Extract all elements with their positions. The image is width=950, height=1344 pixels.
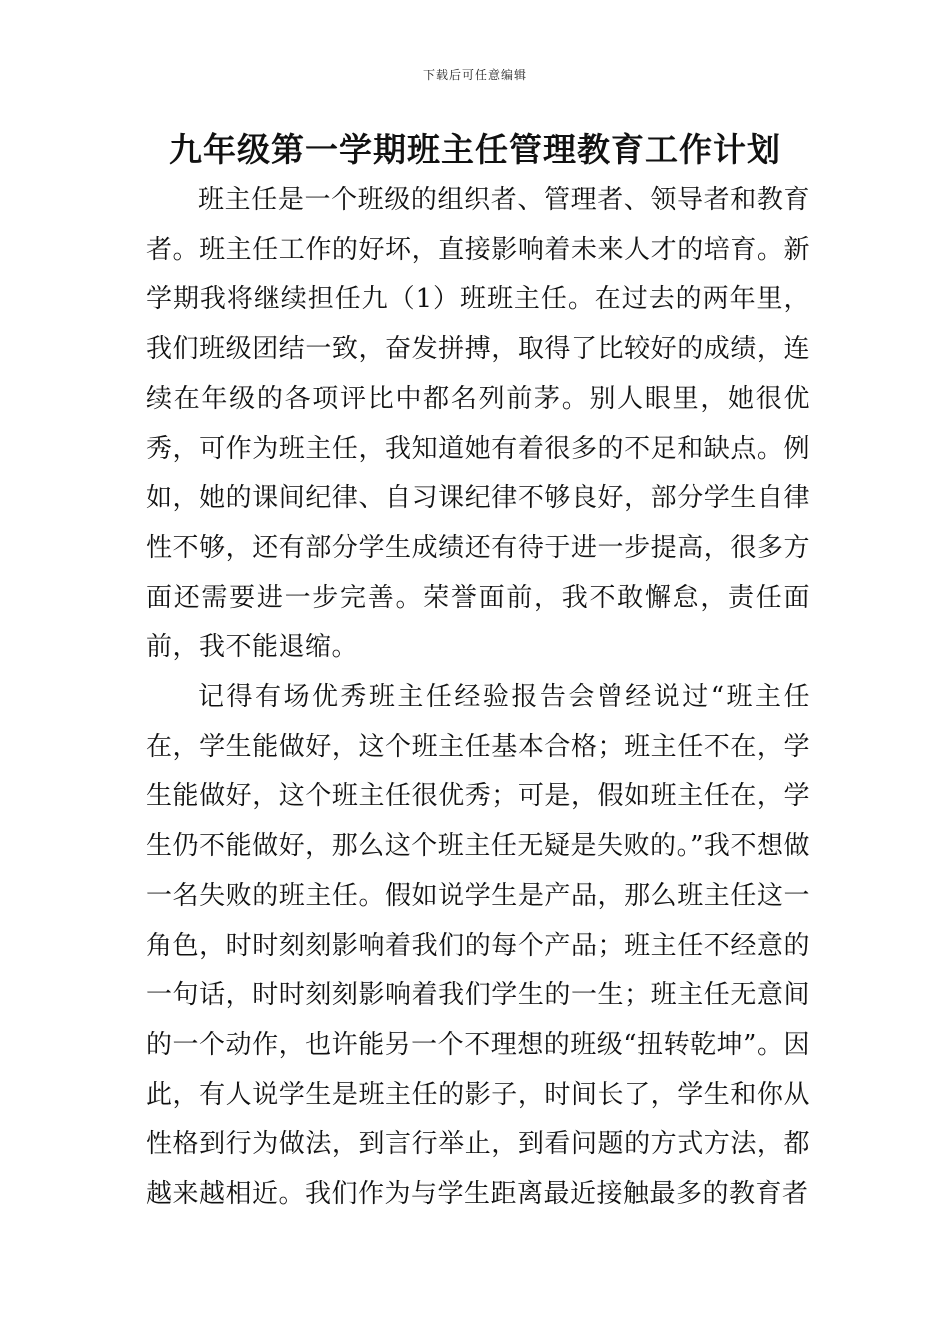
- document-body: [146, 176, 810, 1220]
- paragraph-1: 班主任是一个班级的组织者、管理者、领导者和教育者。班主任工作的好坏，直接影响着未来人才的培育。新学期我将继续担任九（1）班班主任。在过去的两年里，我们班级团结一致，奋发拼搏，取得了比较好的成绩，连续在年级的各项评比中都名列前茅。别人眼里，她很优秀，可作为班主任，我知道她有着很多的不足和缺点。例如，她的课间纪律、自习课纪律不够良好，部分学生自律性不够，还有部分学生成绩还有待于进一步提高，很多方面还需要进一步完善。荣誉面前，我不敢懈怠，责任面前，我不能退缩。: [146, 185, 810, 663]
- document-title: 九年级第一学期班主任管理教育工作计划: [169, 130, 781, 169]
- header-note: 下载后可任意编辑: [422, 68, 527, 82]
- paragraph-2: 记得有场优秀班主任经验报告会曾经说过“班主任在，学生能做好，这个班主任基本合格；班主任不在，学生能做好，这个班主任很优秀；可是，假如班主任在，学生仍不能做好，那么这个班主任无疑是失败的。”我不想做一名失败的班主任。假如说学生是产品，那么班主任这一角色，时时刻刻影响着我们的每个产品；班主任不经意的一句话，时时刻刻影响着我们学生的一生；班主任无意间的一个动作，也许能另一个不理想的班级“扭转乾坤”。因此，有人说学生是班主任的影子，时间长了，学生和你从性格到行为做法，到言行举止，到看问题的方式方法，都越来越相近。我们作为与学生距离最近接触最多的教育者: [146, 682, 810, 1210]
